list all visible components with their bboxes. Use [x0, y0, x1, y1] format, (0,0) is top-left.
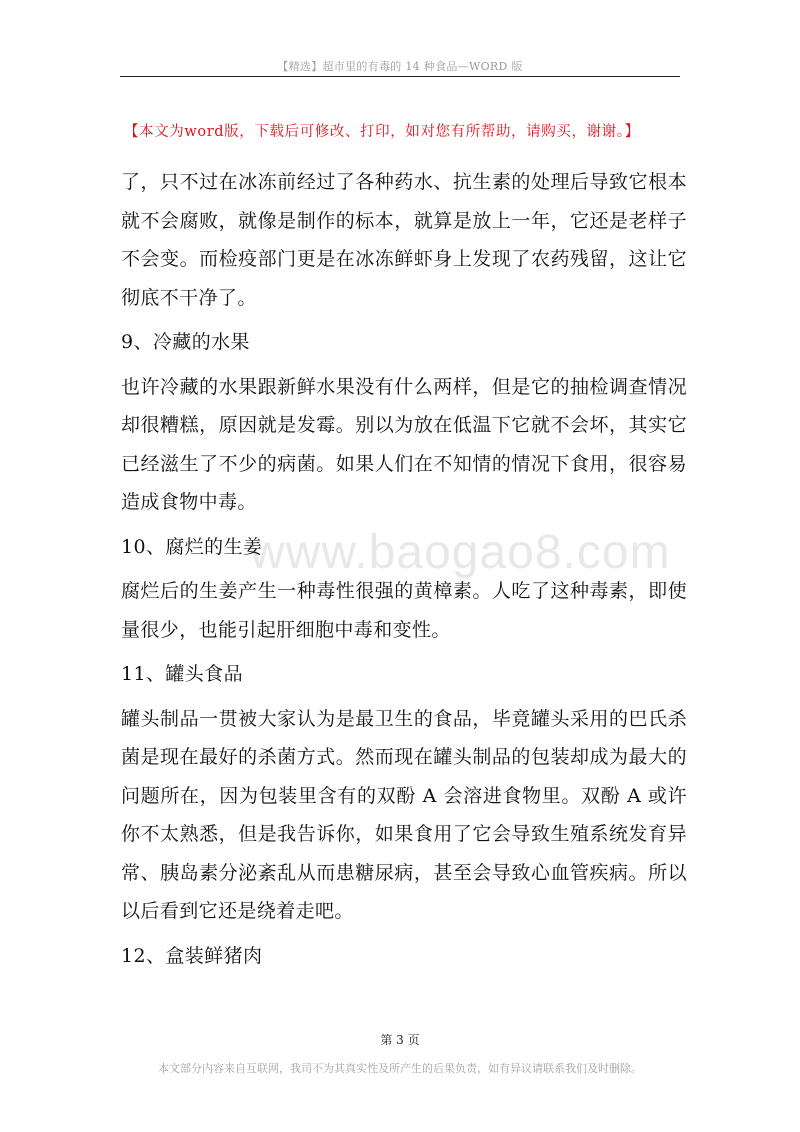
running-header: 【精选】超市里的有毒的 14 种食品—WORD 版 [277, 60, 523, 73]
document-body [121, 163, 687, 981]
purchase-notice: 【本文为word版，下载后可修改、打印，如对您有所帮助，请购买，谢谢。】 [124, 124, 640, 140]
header-divider [120, 76, 680, 77]
watermark: www.baogao8.com [250, 526, 671, 579]
section-heading-11: 11、罐头食品 [121, 663, 243, 685]
paragraph-11: 罐头制品一贯被大家认为是最卫生的食品，毕竟罐头采用的巴氏杀菌是现在最好的杀菌方式。然而现在罐头制品的包装却成为最大的问题所在，因为包装里含有的双酚 A 会溶进食物里。双酚 A 或许你不太熟悉，但是我告诉你，如果食用了它会导致生殖系统发育异常、胰岛素分泌紊乱从而患糖尿病，甚至会导致心血管疾病。所以以后看到它还是绕着走吧。 [121, 707, 687, 922]
paragraph-9: 也许冷藏的水果跟新鲜水果没有什么两样，但是它的抽检调查情况却很糟糕，原因就是发霉。别以为放在低温下它就不会坏，其实它已经滋生了不少的病菌。如果人们在不知情的情况下食用，很容易造成食物中毒。 [121, 375, 687, 513]
paragraph-10: 腐烂后的生姜产生一种毒性很强的黄樟素。人吃了这种毒素，即使量很少，也能引起肝细胞中毒和变性。 [121, 580, 687, 641]
page-number: 第 3 页 [380, 1033, 420, 1047]
paragraph-intro: 了，只不过在冰冻前经过了各种药水、抗生素的处理后导致它根本就不会腐败，就像是制作的标本，就算是放上一年，它还是老样子不会变。而检疫部门更是在冰冻鲜虾身上发现了农药残留，这让它彻底不干净了。 [121, 171, 687, 309]
footer-disclaimer: 本文部分内容来自互联网，我司不为其真实性及所产生的后果负责，如有异议请联系我们及时删除。 [158, 1062, 642, 1075]
section-heading-9: 9、冷藏的水果 [121, 331, 250, 353]
section-heading-12: 12、盒装鲜猪肉 [121, 944, 263, 967]
section-heading-10: 10、腐烂的生姜 [121, 535, 263, 558]
